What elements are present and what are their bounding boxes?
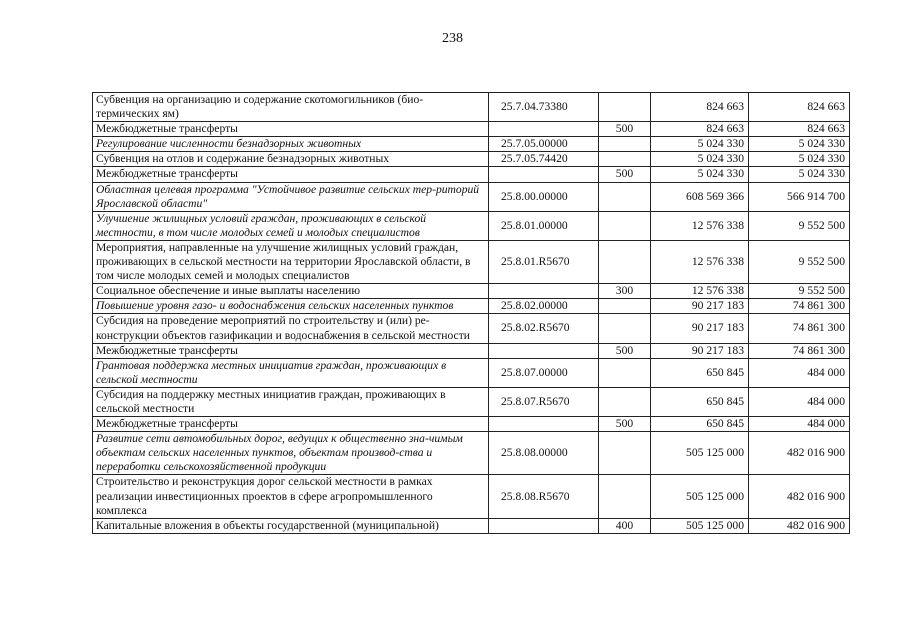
table-row <box>93 475 850 518</box>
table-row <box>93 167 850 182</box>
cell-amount-year-2: 484 000 <box>749 387 850 416</box>
table-row <box>93 122 850 137</box>
cell-code: 25.8.07.R5670 <box>489 387 599 416</box>
cell-amount-year-2: 5 024 330 <box>749 137 850 152</box>
cell-amount-year-1: 824 663 <box>651 93 749 122</box>
page-number: 238 <box>442 31 463 46</box>
cell-amount-year-1: 5 024 330 <box>651 137 749 152</box>
table-row <box>93 299 850 314</box>
cell-amount-year-1: 824 663 <box>651 122 749 137</box>
cell-code: 25.7.05.00000 <box>489 137 599 152</box>
cell-code: 25.7.05.74420 <box>489 152 599 167</box>
table-row <box>93 284 850 299</box>
cell-amount-year-1: 650 845 <box>651 358 749 387</box>
cell-name: Областная целевая программа "Устойчивое развитие сельских тер-риторий Ярославской области" <box>93 182 489 211</box>
cell-name: Мероприятия, направленные на улучшение жилищных условий граждан, проживающих в сельской местности на территории Ярославской области, в том числе молодых семей и молодых специалистов <box>93 240 489 283</box>
table-row <box>93 387 850 416</box>
cell-name: Улучшение жилищных условий граждан, проживающих в сельской местности, в том числе молодых семей и молодых специалистов <box>93 211 489 240</box>
cell-amount-year-2: 566 914 700 <box>749 182 850 211</box>
cell-name: Развитие сети автомобильных дорог, ведущих к общественно зна-чимым объектам сельских населенных пунктов, объектам производ-ства и переработки сельскохозяйственной продукции <box>93 432 489 475</box>
cell-expense-type: 500 <box>599 417 651 432</box>
cell-name: Субвенция на организацию и содержание скотомогильников (био-термических ям) <box>93 93 489 122</box>
cell-expense-type <box>599 211 651 240</box>
cell-name: Межбюджетные трансферты <box>93 343 489 358</box>
cell-expense-type: 400 <box>599 518 651 533</box>
cell-name: Капитальные вложения в объекты государственной (муниципальной) <box>93 518 489 533</box>
cell-expense-type: 500 <box>599 343 651 358</box>
cell-amount-year-1: 5 024 330 <box>651 152 749 167</box>
cell-amount-year-2: 74 861 300 <box>749 314 850 343</box>
cell-expense-type <box>599 432 651 475</box>
cell-expense-type: 500 <box>599 122 651 137</box>
table-row <box>93 211 850 240</box>
cell-code: 25.8.00.00000 <box>489 182 599 211</box>
cell-code: 25.8.01.R5670 <box>489 240 599 283</box>
cell-amount-year-1: 5 024 330 <box>651 167 749 182</box>
cell-amount-year-1: 90 217 183 <box>651 299 749 314</box>
table-row <box>93 152 850 167</box>
cell-amount-year-1: 650 845 <box>651 417 749 432</box>
cell-name: Межбюджетные трансферты <box>93 417 489 432</box>
cell-code: 25.8.02.R5670 <box>489 314 599 343</box>
cell-name: Межбюджетные трансферты <box>93 122 489 137</box>
cell-amount-year-2: 484 000 <box>749 358 850 387</box>
cell-amount-year-1: 12 576 338 <box>651 284 749 299</box>
cell-expense-type <box>599 240 651 283</box>
cell-code: 25.8.01.00000 <box>489 211 599 240</box>
table-row <box>93 358 850 387</box>
cell-amount-year-2: 9 552 500 <box>749 211 850 240</box>
cell-amount-year-2: 484 000 <box>749 417 850 432</box>
table-body <box>93 93 850 534</box>
table-row <box>93 314 850 343</box>
cell-expense-type <box>599 358 651 387</box>
budget-table <box>92 92 850 534</box>
cell-amount-year-2: 74 861 300 <box>749 299 850 314</box>
table-row <box>93 182 850 211</box>
table-row <box>93 240 850 283</box>
cell-name: Повышение уровня газо- и водоснабжения сельских населенных пунктов <box>93 299 489 314</box>
cell-amount-year-2: 5 024 330 <box>749 152 850 167</box>
cell-amount-year-1: 505 125 000 <box>651 475 749 518</box>
cell-amount-year-1: 12 576 338 <box>651 211 749 240</box>
table-row <box>93 343 850 358</box>
cell-name: Строительство и реконструкция дорог сельской местности в рамках реализации инвестиционных проектов в сфере агропромышленного комплекса <box>93 475 489 518</box>
cell-code <box>489 122 599 137</box>
cell-expense-type <box>599 137 651 152</box>
cell-expense-type <box>599 182 651 211</box>
cell-expense-type <box>599 299 651 314</box>
cell-expense-type <box>599 475 651 518</box>
table-row <box>93 518 850 533</box>
cell-code: 25.8.02.00000 <box>489 299 599 314</box>
cell-name: Грантовая поддержка местных инициатив граждан, проживающих в сельской местности <box>93 358 489 387</box>
cell-expense-type <box>599 387 651 416</box>
cell-expense-type <box>599 152 651 167</box>
table-row <box>93 137 850 152</box>
cell-amount-year-2: 5 024 330 <box>749 167 850 182</box>
cell-amount-year-2: 74 861 300 <box>749 343 850 358</box>
cell-amount-year-1: 505 125 000 <box>651 432 749 475</box>
cell-amount-year-2: 482 016 900 <box>749 475 850 518</box>
cell-amount-year-2: 482 016 900 <box>749 432 850 475</box>
cell-amount-year-2: 9 552 500 <box>749 240 850 283</box>
cell-name: Межбюджетные трансферты <box>93 167 489 182</box>
table-row <box>93 93 850 122</box>
cell-amount-year-1: 608 569 366 <box>651 182 749 211</box>
cell-code <box>489 167 599 182</box>
cell-code: 25.8.08.R5670 <box>489 475 599 518</box>
cell-expense-type: 300 <box>599 284 651 299</box>
cell-code <box>489 518 599 533</box>
cell-name: Субсидия на поддержку местных инициатив граждан, проживающих в сельской местности <box>93 387 489 416</box>
cell-code <box>489 417 599 432</box>
cell-code: 25.7.04.73380 <box>489 93 599 122</box>
cell-code <box>489 284 599 299</box>
cell-name: Субсидия на проведение мероприятий по строительству и (или) ре-конструкции объектов газификации и водоснабжения в сельской местности <box>93 314 489 343</box>
cell-code: 25.8.08.00000 <box>489 432 599 475</box>
cell-amount-year-1: 505 125 000 <box>651 518 749 533</box>
cell-expense-type <box>599 314 651 343</box>
cell-amount-year-1: 90 217 183 <box>651 343 749 358</box>
cell-code <box>489 343 599 358</box>
cell-amount-year-2: 824 663 <box>749 122 850 137</box>
cell-amount-year-1: 650 845 <box>651 387 749 416</box>
cell-amount-year-2: 9 552 500 <box>749 284 850 299</box>
cell-expense-type <box>599 93 651 122</box>
cell-amount-year-2: 482 016 900 <box>749 518 850 533</box>
cell-code: 25.8.07.00000 <box>489 358 599 387</box>
cell-amount-year-1: 12 576 338 <box>651 240 749 283</box>
cell-amount-year-2: 824 663 <box>749 93 850 122</box>
cell-name: Субвенция на отлов и содержание безнадзорных животных <box>93 152 489 167</box>
cell-amount-year-1: 90 217 183 <box>651 314 749 343</box>
table-row <box>93 417 850 432</box>
cell-name: Регулирование численности безнадзорных животных <box>93 137 489 152</box>
cell-expense-type: 500 <box>599 167 651 182</box>
cell-name: Социальное обеспечение и иные выплаты населению <box>93 284 489 299</box>
table-row <box>93 432 850 475</box>
